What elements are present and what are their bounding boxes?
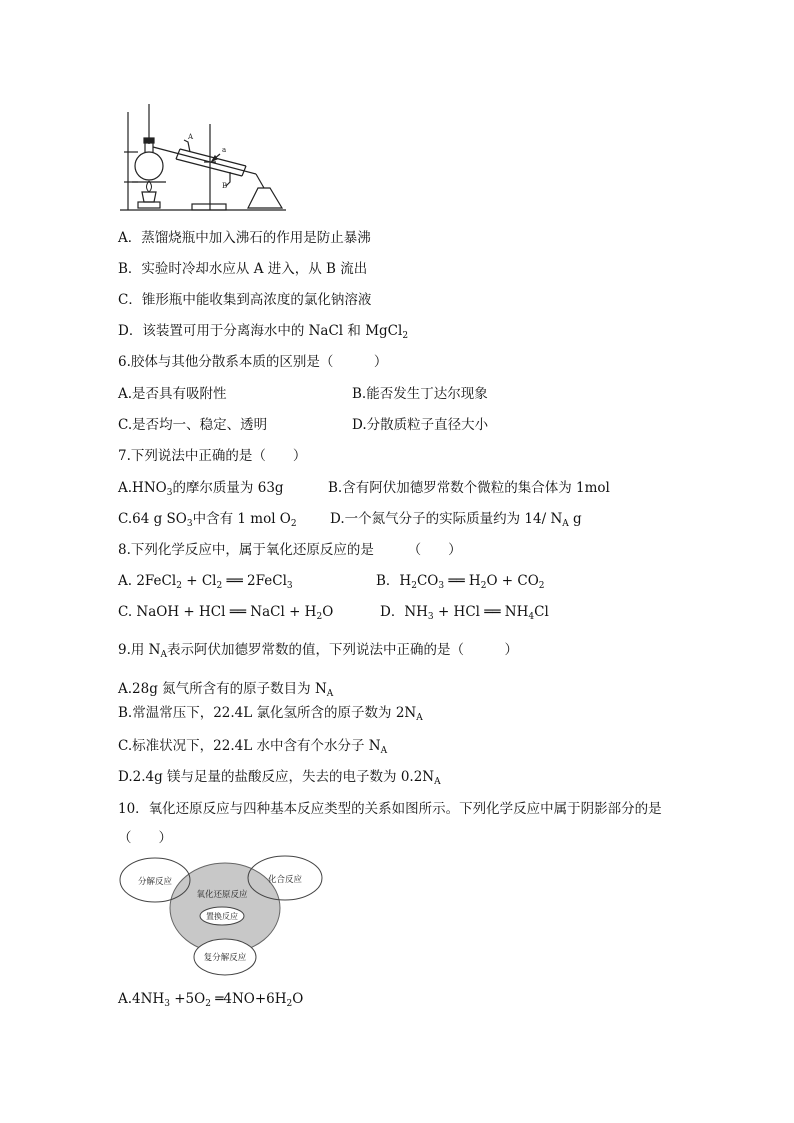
venn-label-displacement: 置换反应 [206,912,238,921]
figure-label-c: a [222,146,227,154]
figure-label-a: A [188,133,194,141]
q5-option-c: C．锥形瓶中能收集到高浓度的氯化钠溶液 [118,292,372,308]
q6-option-b: B.能否发生丁达尔现象 [352,386,488,402]
q8-stem: 8.下列化学反应中，属于氧化还原反应的是 （ ） [118,542,462,558]
q8-option-d: D．$NH_3$ + HCl ══ $NH_4Cl$ [380,604,549,622]
q9-stem: 9.用 $N_A$表示阿伏加德罗常数的值，下列说法中正确的是（ ） [118,642,518,660]
q6-stem: 6.胶体与其他分散系本质的区别是（ ） [118,354,388,370]
q5-option-b: B．实验时冷却水应从 A 进入，从 B 流出 [118,261,368,277]
q10-stem: 10．氧化还原反应与四种基本反应类型的关系如图所示。下列化学反应中属于阴影部分的是 [118,801,662,817]
q6-option-c: C.是否均一、稳定、透明 [118,417,268,433]
q7-option-d: D.一个氮气分子的实际质量约为 14/ $N_A$ g [330,511,582,529]
q9-option-b: B.常温常压下，22.4L 氯化氢所含的原子数为 $2N_A$ [118,705,423,723]
q7-option-a: $A.HNO_3$的摩尔质量为 63g [118,480,284,498]
venn-label-combination: 化合反应 [267,875,303,885]
q5-option-d: D．该装置可用于分离海水中的 NaCl 和 MgCl$_2$ [118,323,409,341]
venn-label-redox: 氧化还原反应 [196,890,248,900]
q6-option-a: A.是否具有吸附性 [118,386,227,402]
q7-option-b: B.含有阿伏加德罗常数个微粒的集合体为 1mol [328,480,610,496]
distillation-apparatus-figure [118,102,288,214]
q9-option-c: C.标准状况下，22.4L 水中含有个水分子 $N_A$ [118,738,388,756]
q7-option-c: C.64 g $SO_3$中含有 1 mol $O_2$ [118,511,297,529]
q9-option-d: D.2.4g 镁与足量的盐酸反应，失去的电子数为 $0.2N_A$ [118,769,441,787]
figure-label-b: B [222,182,228,190]
q10-stem-paren: （ ） [118,830,172,846]
venn-label-decomposition: 分解反应 [137,877,173,887]
reaction-type-venn-diagram [118,852,328,980]
q6-option-d: D.分散质粒子直径大小 [352,417,489,433]
venn-label-double-decomposition: 复分解反应 [203,953,247,963]
q7-stem: 7.下列说法中正确的是（ ） [118,448,307,464]
q8-option-a: A. 2FeCl$_2$ + $Cl_2$ ══ 2FeCl$_3$ [118,573,293,591]
q8-option-b: B．$H_2CO_3$ ══ $H_2O + CO_2$ [376,573,545,591]
q8-option-c: C. NaOH + HCl ══ NaCl + $H_2O$ [118,604,334,622]
q10-option-a: $A.4NH_3 +5O_2$ $═4NO+6H_2O$ [118,991,304,1009]
q9-option-a: A.28g 氮气所含有的原子数目为 $N_A$ [118,681,334,699]
q5-option-a: A．蒸馏烧瓶中加入沸石的作用是防止暴沸 [118,230,371,246]
